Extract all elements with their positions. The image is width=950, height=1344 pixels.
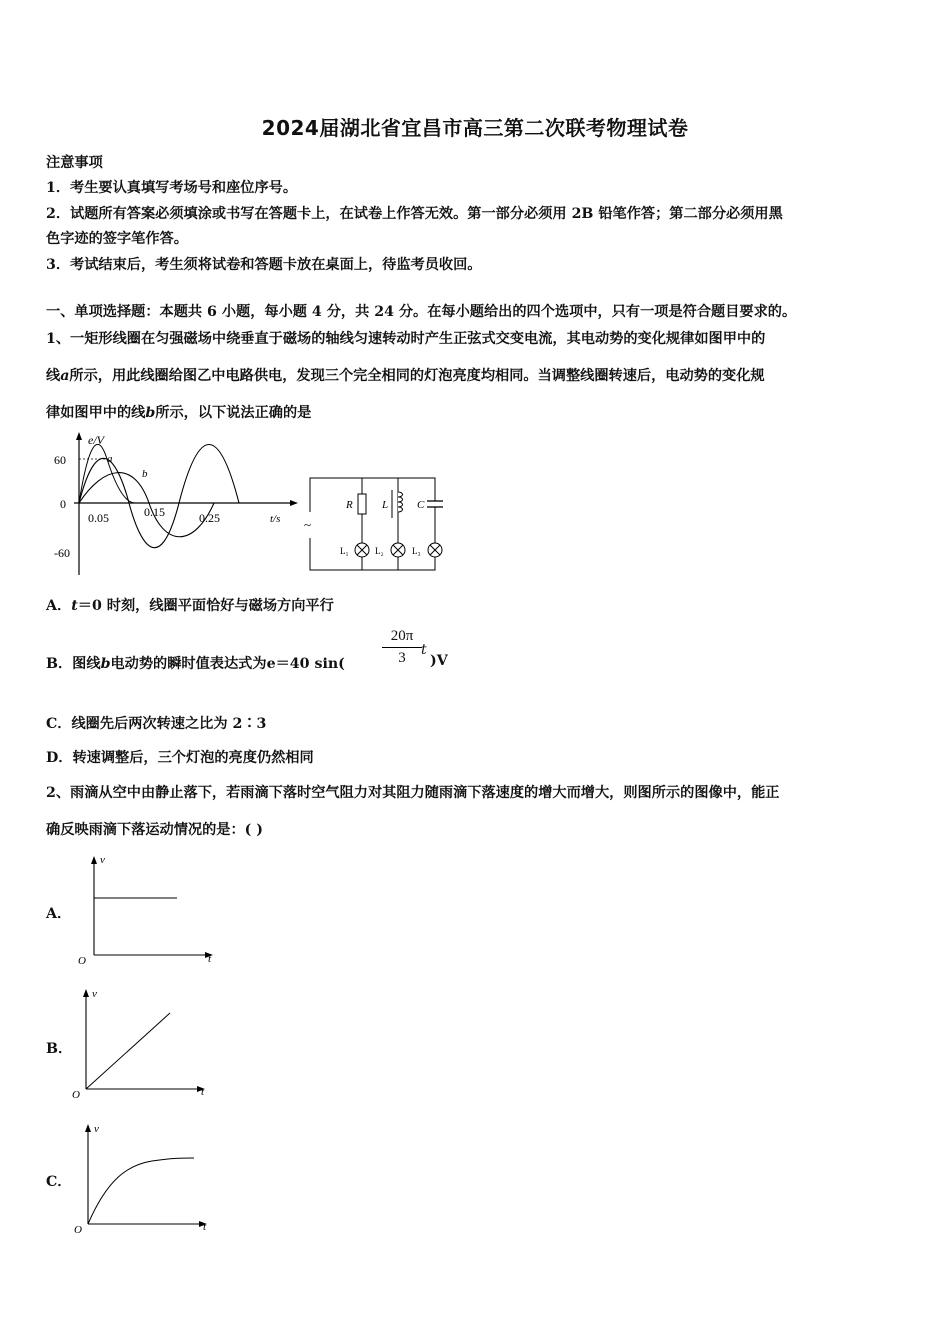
curve-a <box>79 445 239 548</box>
page-title: 2024届湖北省宜昌市高三第二次联考物理试卷 <box>261 116 689 140</box>
xlabel: t <box>203 1221 207 1233</box>
graph-origin: 0 <box>60 497 66 511</box>
q1-option-c: C．线圈先后两次转速之比为 2∶3 <box>46 716 267 732</box>
ylabel: v <box>100 854 105 866</box>
emf-graph <box>44 430 304 580</box>
label-l: L <box>382 499 389 511</box>
arrow-v <box>91 856 97 864</box>
ylabel: v <box>92 988 97 1000</box>
lamp-1-label: L₁ <box>340 546 349 556</box>
graph-xlabel: t/s <box>270 513 281 525</box>
notice-item-2-cont: 色字迹的签字笔作答。 <box>46 231 188 247</box>
curve-saturating <box>88 1158 194 1224</box>
graph-ylabel: e/V <box>88 433 104 447</box>
q2-line-1: 2、雨滴从空中由静止落下，若雨滴下落时空气阻力对其阻力随雨滴下落速度的增大而增大，则图所示的图像中，能正 <box>46 785 780 801</box>
q2-graph-b <box>70 985 220 1103</box>
graph-xtick-1: 0.05 <box>88 511 109 525</box>
graph-ytop: 60 <box>54 453 66 467</box>
xlabel: t <box>201 1086 205 1098</box>
q2-option-a-label: A． <box>46 906 72 922</box>
ac-source: ~ <box>304 517 312 532</box>
graph-xtick-3: 0.25 <box>199 511 220 525</box>
resistor <box>358 494 366 514</box>
q2-option-b-label: B． <box>46 1041 73 1057</box>
q1-line-3: 律如图甲中的线b所示，以下说法正确的是 <box>46 405 312 421</box>
graph-ybottom: -60 <box>54 546 70 560</box>
lamp-1 <box>355 543 369 557</box>
lamp-2 <box>391 543 405 557</box>
graph-y-arrow <box>76 432 82 440</box>
graph-xtick-2: 0.15 <box>144 505 165 519</box>
circuit-frame <box>310 478 435 570</box>
notice-heading: 注意事项 <box>46 155 103 171</box>
notice-item-3: 3．考试结束后，考生须将试卷和答题卡放在桌面上，待监考员收回。 <box>46 257 482 273</box>
lamp-3-label: L₃ <box>412 546 421 556</box>
q1-option-a: A．t＝0 时刻，线圈平面恰好与磁场方向平行 <box>46 598 334 614</box>
label-r: R <box>346 499 353 511</box>
lamp-3 <box>428 543 442 557</box>
origin: O <box>74 1224 82 1236</box>
circuit-diagram <box>300 470 450 580</box>
q1-option-b-fraction <box>382 628 422 667</box>
graph-x-arrow <box>290 500 298 506</box>
origin: O <box>72 1089 80 1101</box>
q2-graph-a <box>72 850 222 968</box>
q1-option-b-t: t <box>421 642 427 658</box>
fraction-denominator: 3 <box>398 650 406 666</box>
section-heading: 一、单项选择题：本题共 6 小题，每小题 4 分，共 24 分。在每小题给出的四个选项中，只有一项是符合题目要求的。 <box>46 304 797 320</box>
fraction-numerator: 20π <box>382 628 422 648</box>
curve-linear <box>86 1013 170 1089</box>
q2-line-2: 确反映雨滴下落运动情况的是：( ) <box>46 822 263 838</box>
q1-option-b-unit: )V <box>430 653 448 669</box>
origin: O <box>78 955 86 967</box>
q2-graph-c <box>72 1120 222 1240</box>
q2-option-c-label: C． <box>46 1174 72 1190</box>
curve-a-label: a <box>107 453 113 465</box>
arrow-v <box>83 989 89 997</box>
curve-b-label: b <box>142 468 148 480</box>
notice-item-2: 2．试题所有答案必须填涂或书写在答题卡上，在试卷上作答无效。第一部分必须用 2B 铅笔作答；第二部分必须用黑 <box>46 206 783 222</box>
q1-line-1: 1、一矩形线圈在匀强磁场中绕垂直于磁场的轴线匀速转动时产生正弦式交变电流，其电动势的变化规律如图甲中的 <box>46 331 766 347</box>
q1-option-d: D．转速调整后，三个灯泡的亮度仍然相同 <box>46 750 314 766</box>
inductor <box>398 492 403 512</box>
label-c: C <box>417 499 425 511</box>
notice-item-1: 1．考生要认真填写考场号和座位序号。 <box>46 180 298 196</box>
xlabel: t <box>208 953 212 965</box>
arrow-v <box>85 1124 91 1132</box>
ylabel: v <box>94 1123 99 1135</box>
q1-line-2: 线a所示，用此线圈给图乙中电路供电，发现三个完全相同的灯泡亮度均相同。当调整线圈转速后，电动势的变化规 <box>46 368 765 384</box>
lamp-2-label: L₂ <box>375 546 384 556</box>
cap-gap <box>426 501 444 507</box>
q1-option-b: B．图线b电动势的瞬时值表达式为e＝40 sin( <box>46 656 345 672</box>
